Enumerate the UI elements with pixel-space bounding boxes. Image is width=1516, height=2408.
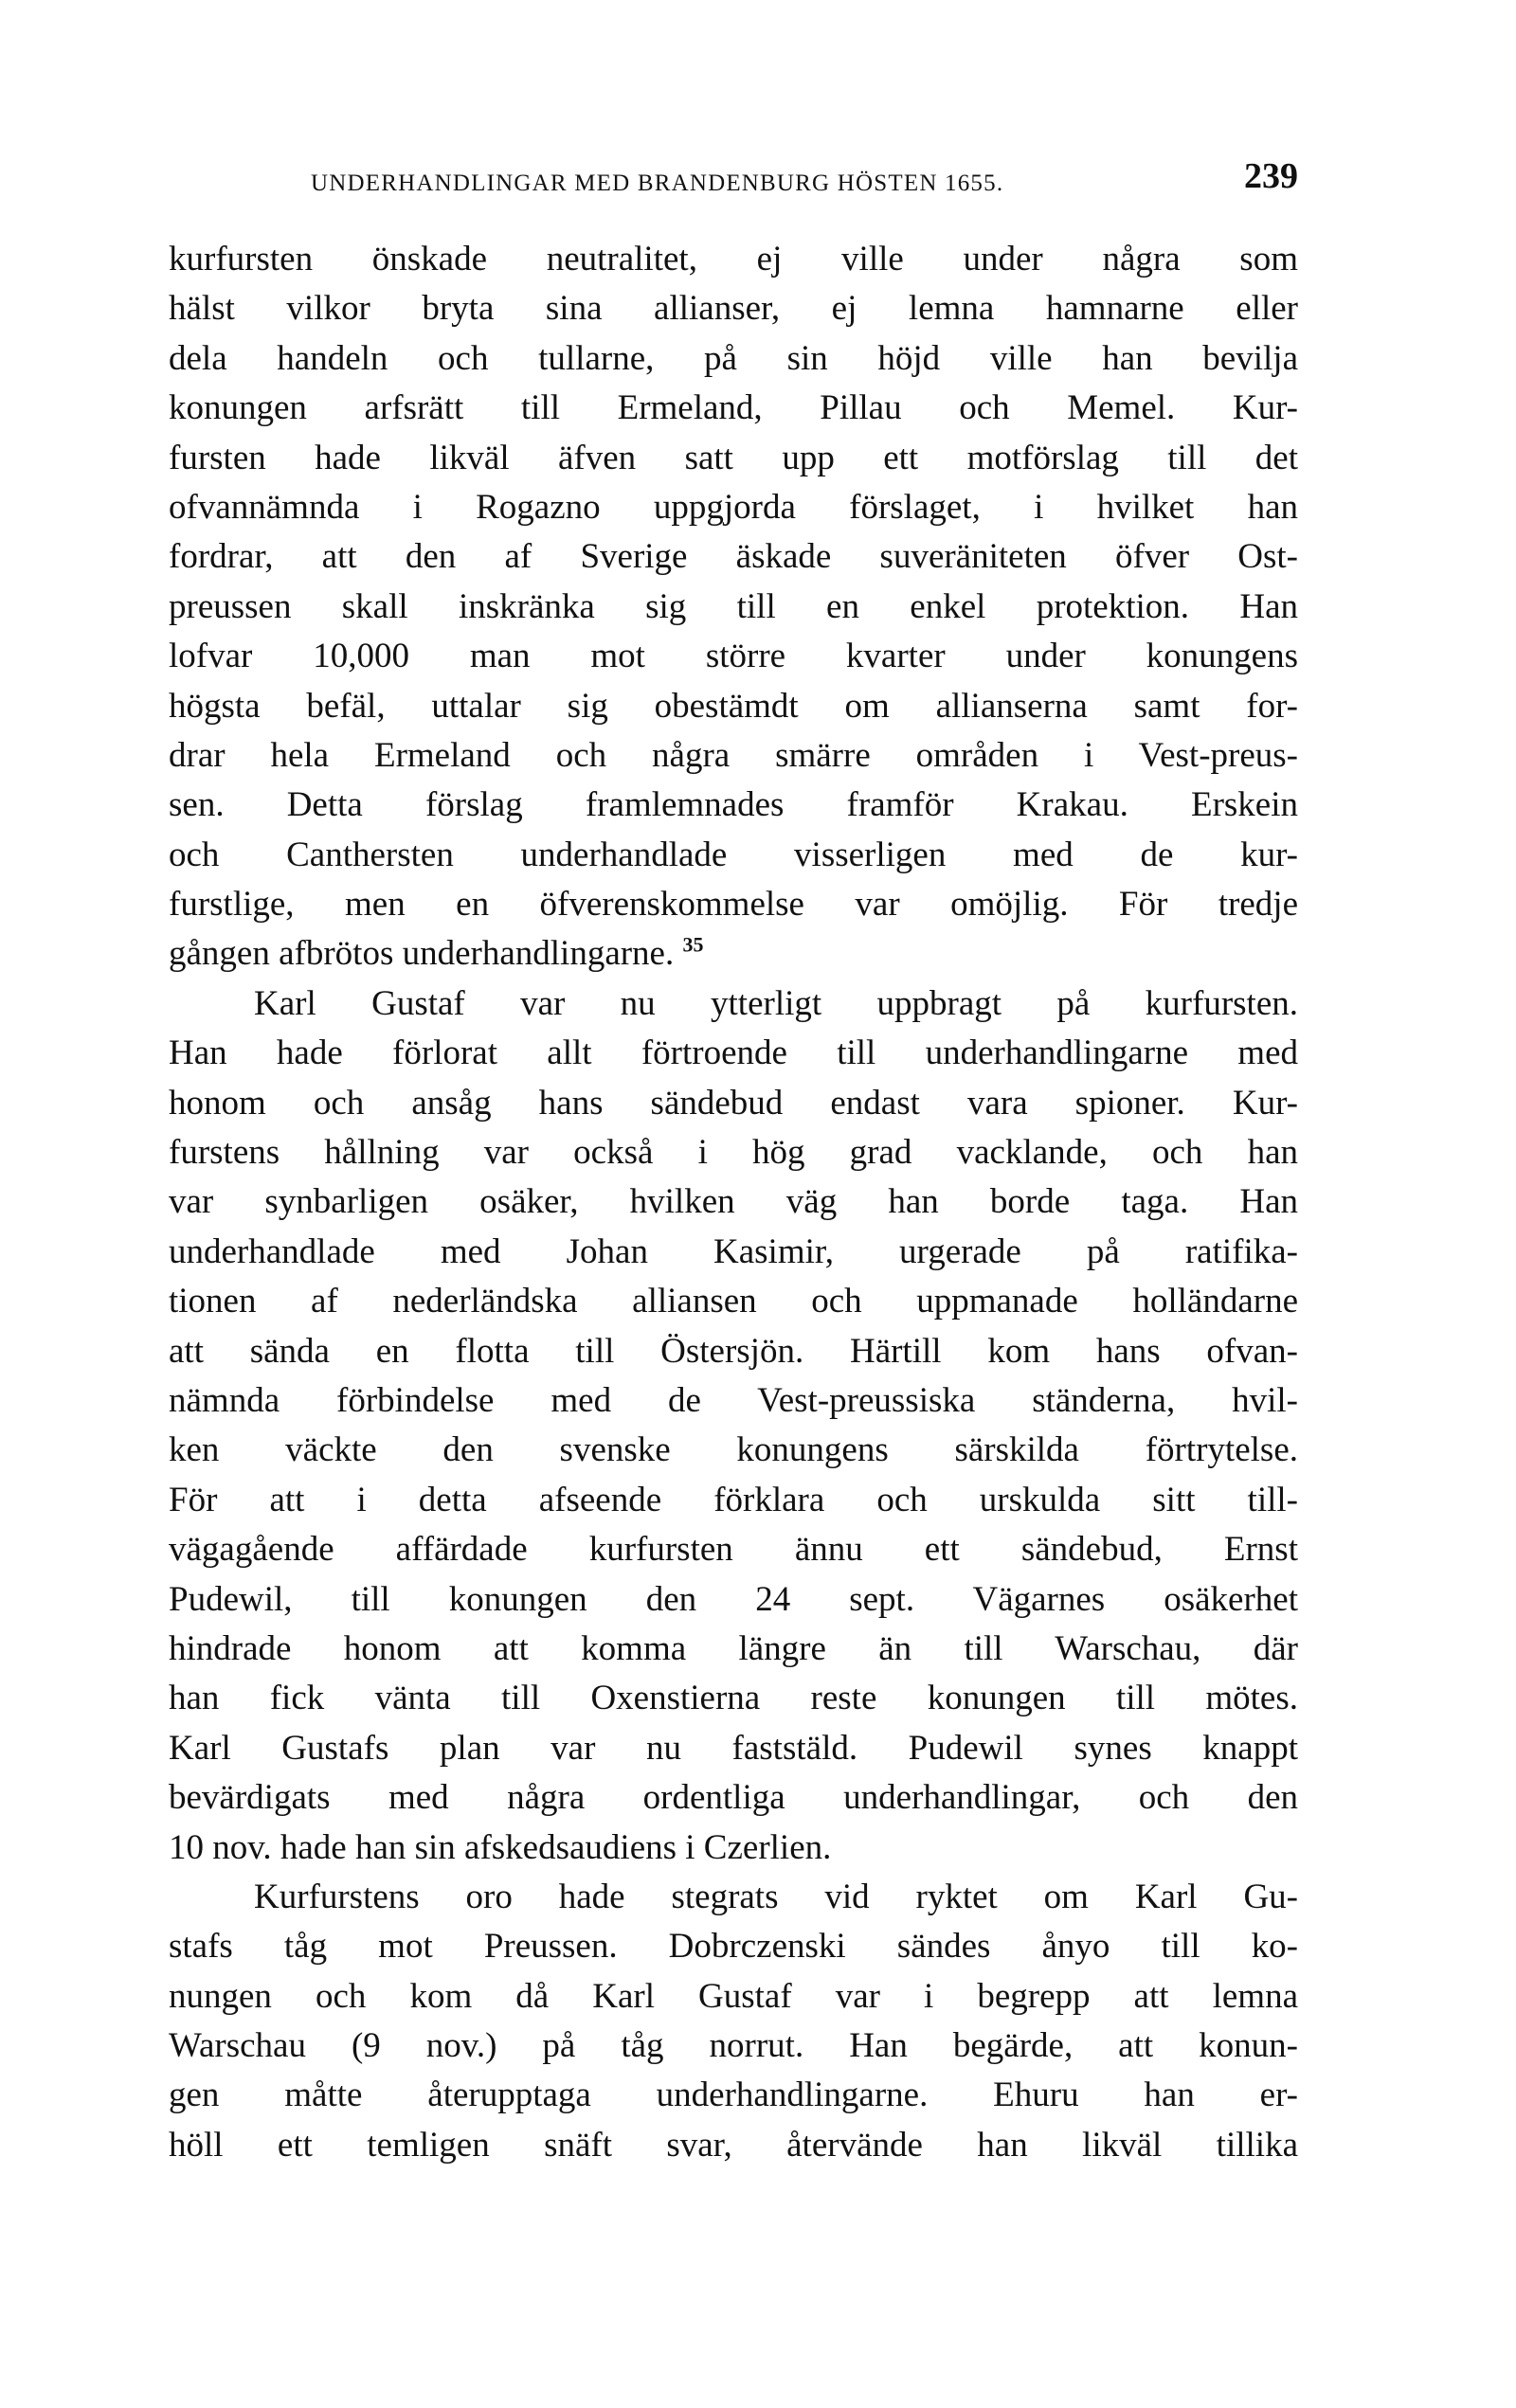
paragraph-end-line [169, 929, 1298, 979]
text-line: fursten hade likväl äfven satt upp ett motförslag till det [169, 438, 1298, 477]
page-header [169, 152, 1298, 208]
text-line: honom och ansåg hans sändebud endast vara spioner. Kur- [169, 1083, 1298, 1123]
text-line: att sända en flotta till Östersjön. Härtill kom hans ofvan- [169, 1331, 1298, 1371]
text-line: tionen af nederländska alliansen och uppmanade holländarne [169, 1282, 1298, 1321]
text-line: nämnda förbindelse med de Vest-preussiska ständerna, hvil- [169, 1380, 1298, 1420]
paragraph-end-line: 10 nov. hade han sin afskedsaudiens i Czerlien. [169, 1827, 832, 1867]
text-line: gen måtte återupptaga underhandlingarne. Ehuru han er- [169, 2076, 1298, 2115]
text-line: var synbarligen osäker, hvilken väg han borde taga. Han [169, 1182, 1298, 1222]
paragraph-start-line: Kurfurstens oro hade stegrats vid ryktet om Karl Gu- [254, 1877, 1298, 1916]
text-line: konungen arfsrätt till Ermeland, Pillau och Memel. Kur- [169, 388, 1298, 428]
text-line: underhandlade med Johan Kasimir, urgerade på ratifika- [169, 1231, 1298, 1271]
text-line: lofvar 10,000 man mot större kvarter under konungens [169, 637, 1298, 676]
text-line: Pudewil, till konungen den 24 sept. Vägarnes osäkerhet [169, 1579, 1298, 1619]
text-line: och Canthersten underhandlade visserligen med de kur- [169, 835, 1298, 874]
footnote-reference[interactable]: 35 [682, 933, 704, 958]
text-line: Warschau (9 nov.) på tåg norrut. Han begärde, att konun- [169, 2026, 1298, 2066]
running-head: UNDERHANDLINGAR MED BRANDENBURG HÖSTEN 1655. [311, 171, 1004, 196]
text-line: furstlige, men en öfverenskommelse var omöjlig. För tredje [169, 885, 1298, 925]
text-line: hindrade honom att komma längre än till Warschau, där [169, 1628, 1298, 1668]
text-line: nungen och kom då Karl Gustaf var i begrepp att lemna [169, 1976, 1298, 2016]
text-line: drar hela Ermeland och några smärre områden i Vest-preus- [169, 735, 1298, 775]
page-number: 239 [1244, 156, 1298, 196]
text-line: ofvannämnda i Rogazno uppgjorda förslaget, i hvilket han [169, 487, 1298, 527]
paragraph-start-line: Karl Gustaf var nu ytterligt uppbragt på kurfursten. [254, 983, 1298, 1023]
text-line: sen. Detta förslag framlemnades framför Krakau. Erskein [169, 785, 1298, 825]
text-line: kurfursten önskade neutralitet, ej ville under några som [169, 240, 1298, 279]
text-line: Karl Gustafs plan var nu faststäld. Pudewil synes knappt [169, 1728, 1298, 1768]
text-line: stafs tåg mot Preussen. Dobrczenski sändes ånyo till ko- [169, 1927, 1298, 1967]
text-line: preussen skall inskränka sig till en enkel protektion. Han [169, 586, 1298, 626]
text-line: han fick vänta till Oxenstierna reste konungen till mötes. [169, 1679, 1298, 1718]
text-line: För att i detta afseende förklara och urskulda sitt till- [169, 1480, 1298, 1519]
text-line: högsta befäl, uttalar sig obestämdt om allianserna samt for- [169, 686, 1298, 726]
text-line: dela handeln och tullarne, på sin höjd ville han bevilja [169, 338, 1298, 378]
text-line: vägagående affärdade kurfursten ännu ett sändebud, Ernst [169, 1530, 1298, 1570]
text-line: fordrar, att den af Sverige äskade suveräniteten öfver Ost- [169, 537, 1298, 577]
text-line: gången afbrötos underhandlingarne. [169, 934, 675, 974]
body-text [169, 235, 1298, 2170]
text-line: ken väckte den svenske konungens särskilda förtrytelse. [169, 1430, 1298, 1470]
text-line: bevärdigats med några ordentliga underhandlingar, och den [169, 1778, 1298, 1818]
text-line: Han hade förlorat allt förtroende till underhandlingarne med [169, 1033, 1298, 1073]
text-line: hälst vilkor bryta sina allianser, ej lemna hamnarne eller [169, 289, 1298, 329]
text-line: furstens hållning var också i hög grad vacklande, och han [169, 1133, 1298, 1173]
text-line: höll ett temligen snäft svar, återvände han likväl tillika [169, 2125, 1298, 2165]
